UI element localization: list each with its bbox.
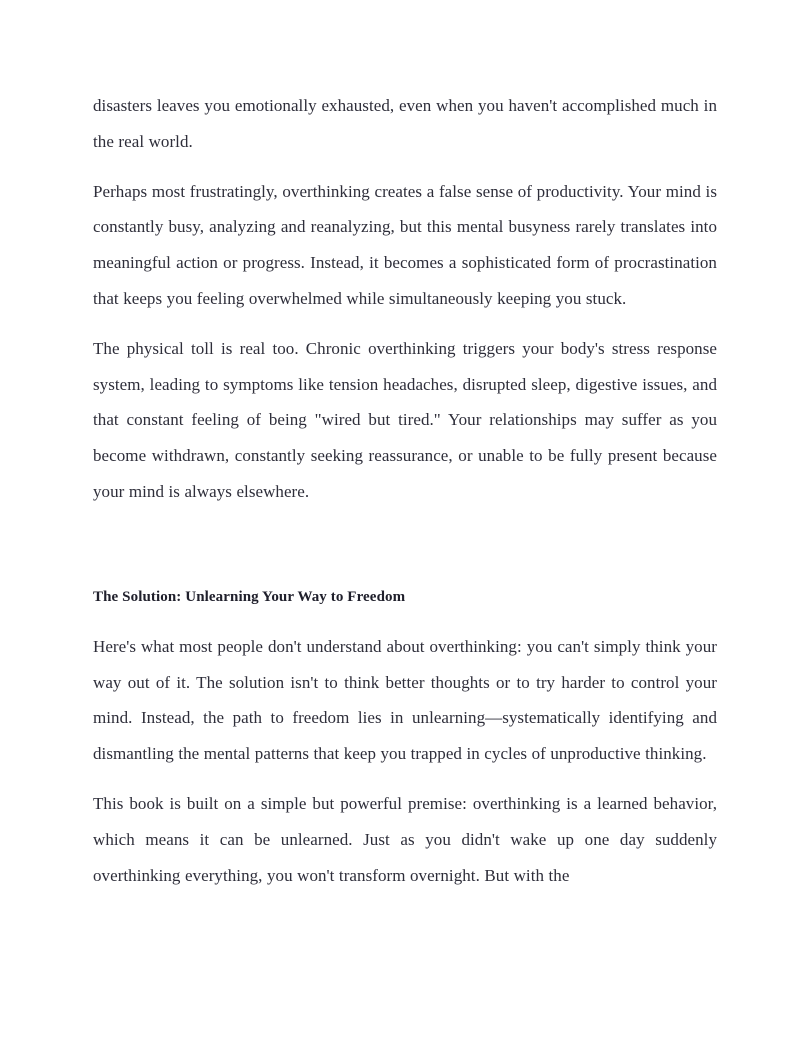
section-heading-the-solution: The Solution: Unlearning Your Way to Freedom (93, 588, 406, 605)
paragraph-false-productivity: Perhaps most frustratingly, overthinking creates a false sense of productivity. Your mind is constantly busy, analyzing and reanalyzing, but this mental busyness rarely translates into meaningful action or progress. Instead, it becomes a sophisticated form of procrastination that keeps you feeling overwhelmed while simultaneously keeping you stuck. (93, 181, 717, 308)
page-content-column (93, 88, 717, 907)
post-heading-spacer (93, 612, 717, 629)
paragraph-cannot-think-your-way-out: Here's what most people don't understand about overthinking: you can't simply think your way out of it. The solution isn't to think better thoughts or to try harder to control your mind. Instead, the path to freedom lies in unlearning—systematically identifying and dismantling the mental patterns that keep you trapped in cycles of unproductive thinking. (93, 636, 717, 764)
paragraph-continued-from-previous-page: disasters leaves you emotionally exhausted, even when you haven't accomplished much in the real world. (93, 96, 717, 151)
paragraph-book-premise: This book is built on a simple but powerful premise: overthinking is a learned behavior, which means it can be unlearned. Just as you didn't wake up one day suddenly overthinking everything, you won't transform overnight. But with the (93, 793, 717, 885)
paragraph-physical-toll: The physical toll is real too. Chronic overthinking triggers your body's stress response system, leading to symptoms like tension headaches, disrupted sleep, digestive issues, and that constant feeling of being "wired but tired." Your relationships may suffer as you become withdrawn, constantly seeking reassurance, or unable to be fully present because your mind is always elsewhere. (93, 338, 717, 501)
heading-spacer (93, 524, 717, 582)
